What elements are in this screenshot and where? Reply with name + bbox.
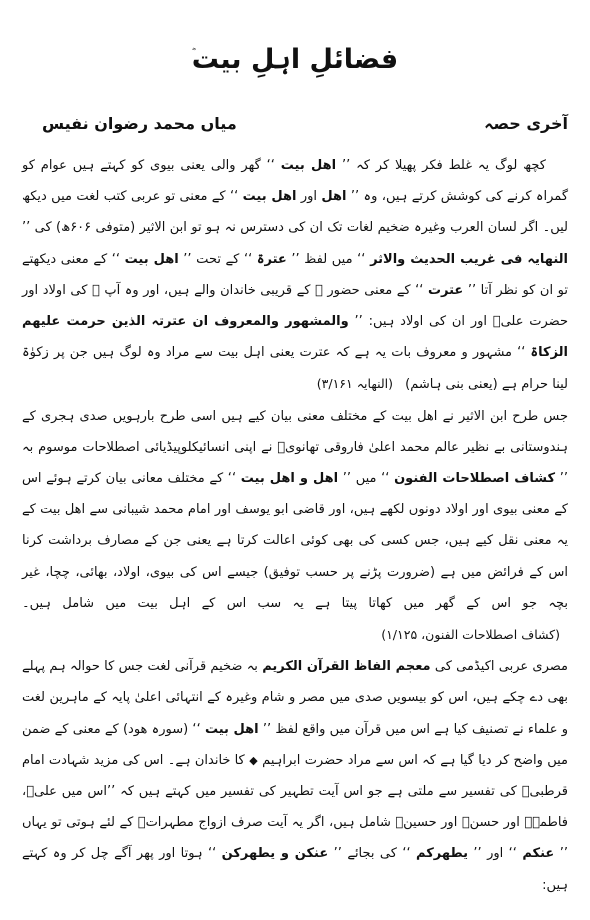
paragraph-2 (22, 401, 568, 652)
citation: (النھایہ ۳/۱۶۱) (316, 376, 394, 392)
paragraph-text: ‘‘ میں ’’ (342, 471, 390, 487)
arabic-term: عترت (427, 282, 464, 298)
arabic-term: والمشھور والمعروف ان عترتہ الذین حرمت علیھم الزکاۃ (22, 314, 568, 361)
diamond-icon: ◆ (249, 753, 258, 767)
paragraph-text: ‘‘ میں لفظ ’’ (291, 251, 366, 267)
paragraph-3 (22, 651, 568, 901)
article-title (0, 34, 590, 80)
paragraph-text: ‘‘ کے معنی دیکھتے تو ان کو نظر آتا ’’ (22, 251, 568, 298)
paragraph-text: ‘‘ کے تحت ’’ (183, 251, 253, 267)
paragraph-text: کا خاندان ہے۔ اس کی مزید شہادت امام قرطبیؒ کی تفسیر سے ملتی ہے جو اس آیت تطہیر کی تفسیر میں کہتے ہیں کہ ’’اس میں علیؓ، فاطمہؓ اور حسنؓ اور حسینؓ شامل ہیں، اگر یہ آیت صرف ازواج مطہراتؓ کے لئے ہوتی تو یہاں ’’ (22, 752, 568, 862)
arabic-term: اھل بیت (204, 721, 259, 737)
paragraph-text: بہ ضخیم قرآنی لغت جس کا حوالہ ہم پہلے بھی دے چکے ہیں، اس کو بیسویں صدی میں مصر و شام وغیرہ کے انتہائی اعلیٰ پایہ کے ماہرین لغت و علماء نے تصنیف کیا ہے اس میں قرآن میں واقع لفظ ’’ (22, 659, 568, 737)
author-name: میاں محمد رضوان نفیس (42, 114, 237, 133)
paragraph-text: کچھ لوگ یہ غلط فکر پھیلا کر کہ ’’ (341, 158, 546, 173)
paragraph-text: اور (300, 189, 318, 205)
paragraph-text: ‘‘ گھر والی یعنی بیوی کو کہتے ہیں عوام کو گمراہ کرنے کی کوشش کرتے ہیں، وہ ’’ (22, 158, 569, 205)
arabic-term: عنکم (522, 846, 555, 862)
paragraph-text: ‘‘ ہوتا اور پھر آگے چل کر وہ کہتے ہیں: (22, 846, 568, 893)
paragraph-text: مصری عربی اکیڈمی کی (430, 659, 568, 675)
arabic-term: اھل و اھل بیت (240, 471, 339, 487)
arabic-term: النھایہ فی غریب الحدیث والاثر (370, 251, 569, 267)
arabic-term: عنکن و یطھرکن (221, 846, 329, 862)
paragraph-text: ‘‘ اور ’’ (473, 846, 517, 862)
byline (22, 109, 568, 139)
paragraph-text: ‘‘ کی بجائے ’’ (333, 846, 411, 862)
paragraph-1 (22, 150, 568, 401)
arabic-term: یطھرکم (416, 846, 468, 862)
arabic-term: اھل بیت (124, 251, 179, 267)
part-label: آخری حصہ (484, 114, 568, 133)
arabic-term: اھل (321, 189, 347, 205)
arabic-term: اھل بیت (242, 189, 297, 205)
paragraph-text: ‘‘ کے معنی تو عربی کتب لغت میں دیکھ لیں۔ اگر لسان العرب وغیرہ ضخیم لغات تک ان کی دسترس نہ ہو تو ابن الاثیر (متوفی ۶۰۶ھ) کی ’’ (22, 189, 568, 236)
arabic-term: عترۃ (256, 251, 287, 267)
paragraph-text: ‘‘ کے مختلف معانی بیان کرتے ہوئے اس کے معنی بیوی اور اولاد دونوں لکھے ہیں، اور قاضی ابو یوسف اور امام محمد شیبانی سے اھل بیت کے یہ معنی نقل کیے ہیں، جس کسی کی بھی کوئی اعالت کرتا ہے یعنی جن کے مصارف برداشت کرنا اس کے فرائض میں ہے (ضرورت پڑنے پر حسب توفیق) جیسے اس کی بیوی، اولاد، بھائی، چچا، غیر بچہ جو اس کے گھر میں کھاتا پیتا ہے یہ سب اس کے اہل بیت میں شامل ہیں۔ (22, 471, 568, 611)
paragraph-text: ‘‘ (سورہ ھود) کے معنی کے ضمن میں واضح کر دیا گیا ہے کہ اس سے مراد حضرت ابراہیم (22, 721, 568, 768)
citation: (کشاف اصطلاحات الفنون، ۱/۱۲۵) (381, 627, 560, 643)
paragraph-text: ‘‘ مشہور و معروف بات یہ ہے کہ عترت یعنی اہل بیت سے مراد وہ لوگ ہیں جن پر زکوٰۃ لینا حرام ہے (یعنی بنی ہاشم) (22, 345, 568, 393)
arabic-term: کشاف اصطلاحات الفنون (394, 471, 556, 487)
arabic-term: معجم الفاظ القرآن الکریم (262, 659, 431, 675)
paragraph-text: ‘‘ کے معنی حضور ﷺ کے قریبی خاندان والے ہیں، اور وہ آپ ﷺ کی اولاد اور حضرت علیؓ اور ان کی اولاد ہیں: ’’ (22, 282, 568, 330)
article-title-text: فضائلِ اہلِ بیت (191, 44, 399, 75)
article-body (22, 150, 568, 901)
arabic-term: اھل بیت (280, 158, 337, 173)
paragraph-text: جس طرح ابن الاثیر نے اھل بیت کے مختلف معنی بیان کیے ہیں اسی طرح بارہویں صدی ہجری کے ہندوستانی بے نظیر عالم محمد اعلیٰ فاروقی تھانویؒ نے اپنی انسائیکلوپیڈیائی اصطلاحات موسوم بہ ’’ (22, 408, 569, 487)
